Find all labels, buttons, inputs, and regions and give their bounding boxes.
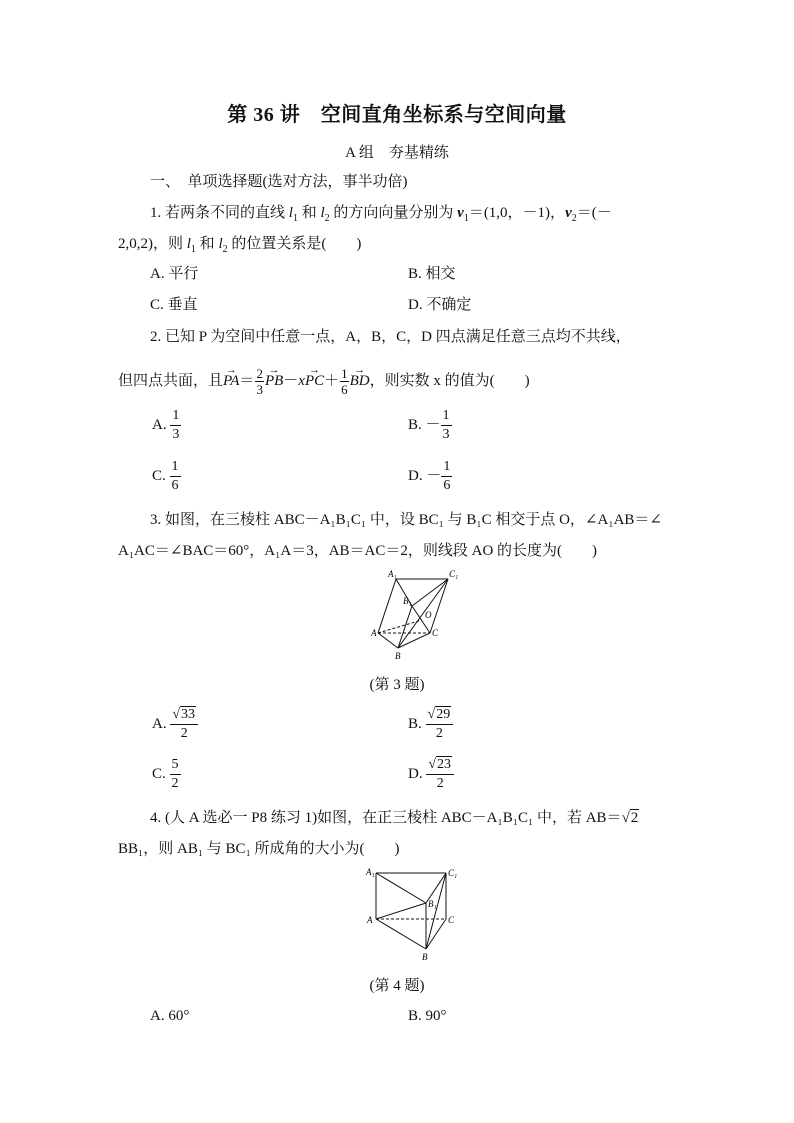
question-2-option-b: B. － $\frac{1}{3}$ — [408, 408, 450, 442]
vertex-label-c: C — [432, 628, 439, 638]
question-3-option-a: A. $\frac{√33}{2}$ — [152, 706, 198, 743]
vertex-label-a1: A₁ — [388, 569, 397, 579]
question-3-option-b: B. $\frac{√29}{2}$ — [408, 706, 453, 743]
question-3-option-c: C. $\frac{5}{2}$ — [152, 757, 179, 791]
vertex-label-a: A — [367, 915, 373, 925]
question-1-line-1: 1. 若两条不同的直线 $l_1$ 和 $l_2$ 的方向向量分别为 $v_1=(1,0$，－1)，$v_2=(-$ — [150, 205, 612, 224]
question-1-option-c: C. 垂直 — [150, 297, 198, 313]
question-4-option-a: A. 60° — [150, 1008, 190, 1024]
group-subtitle: A 组 夯基精练 — [345, 145, 449, 161]
vertex-label-c: C — [448, 915, 455, 925]
vertex-label-b: B — [422, 952, 428, 962]
question-4-caption: (第 4 题) — [369, 978, 425, 994]
vertex-label-b: B — [395, 651, 401, 661]
vertex-label-a1: A₁ — [366, 867, 375, 877]
question-2-option-a: A. $\frac{1}{3}$ — [152, 408, 180, 442]
vertex-label-c1: C₁ — [448, 868, 458, 878]
question-1-option-b: B. 相交 — [408, 266, 456, 282]
question-4-line-1: 4. (人 A 选必一 P8 练习 1)如图，在正三棱柱 ABC－A₁B₁C₁ 中，若 AB＝√2 — [150, 810, 639, 826]
question-1-line-2: 2,0,2)，则 $l_1$ 和 $l_2$ 的位置关系是( ) — [118, 236, 362, 255]
question-2-line-2: 但四点共面，且→ PA＝ $\frac{2}{3}$ → PB－x→ PC＋ $\frac{1}{6}$ → BD，则实数 x 的值为( ) — [118, 366, 530, 397]
question-3-caption: (第 3 题) — [369, 677, 425, 693]
question-2-option-c: C. $\frac{1}{6}$ — [152, 459, 179, 493]
section-heading: 一、 单项选择题(选对方法，事半功倍) — [150, 174, 408, 190]
question-4-figure — [360, 863, 470, 965]
question-4-line-2: BB₁，则 AB₁ 与 BC₁ 所成角的大小为( ) — [118, 841, 400, 857]
question-1-option-d: D. 不确定 — [408, 297, 472, 313]
question-4-option-b: B. 90° — [408, 1008, 447, 1024]
question-2-line-1: 2. 已知 P 为空间中任意一点，A，B，C，D 四点满足任意三点均不共线， — [150, 329, 631, 345]
question-3-line-1: 3. 如图，在三棱柱 ABC－A₁B₁C₁ 中，设 BC₁ 与 B₁C 相交于点 O，∠A₁AB＝∠ — [150, 512, 662, 528]
question-1-option-a: A. 平行 — [150, 266, 199, 282]
point-label-o: O — [425, 610, 432, 620]
page-title: 第 36 讲 空间直角坐标系与空间向量 — [227, 104, 567, 126]
vertex-label-a: A — [371, 628, 377, 638]
question-3-line-2: A₁AC＝∠BAC＝60°，A₁A＝3，AB＝AC＝2，则线段 AO 的长度为( ) — [118, 543, 598, 559]
vertex-label-b1: B₁ — [428, 899, 437, 909]
question-2-option-d: D. － $\frac{1}{6}$ — [408, 459, 451, 493]
vertex-label-c1: C₁ — [449, 569, 459, 579]
vertex-label-b1: B₁ — [403, 596, 412, 606]
question-3-option-d: D. $\frac{√23}{2}$ — [408, 756, 454, 793]
question-3-figure — [360, 566, 470, 666]
